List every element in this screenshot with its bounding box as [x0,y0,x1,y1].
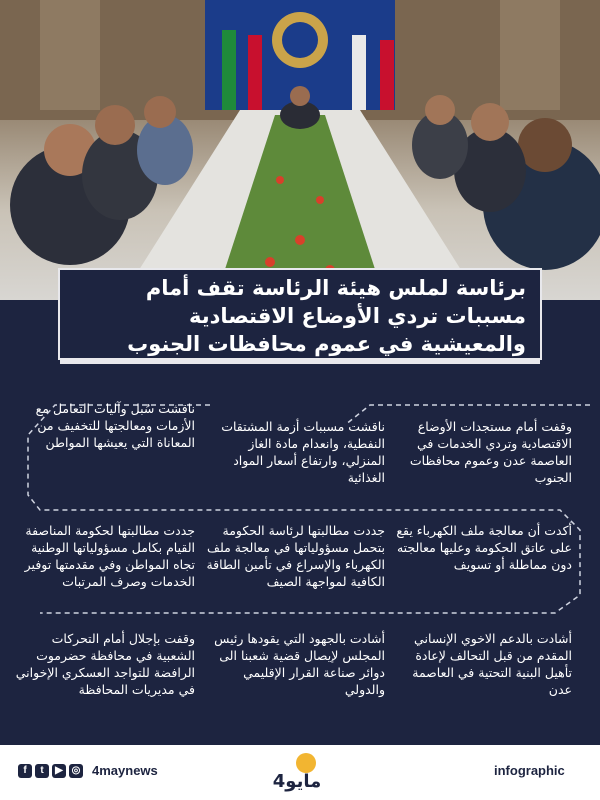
item-r3c1: أشادت بالدعم الاخوي الإنساني المقدم من قبل التحالف لإعادة تأهيل البنية التحتية في العاصمة عدن [412,631,572,697]
item-r1c3: ناقشت سُبل وآليات التعامل مع الأزمات ومعالجتها للتخفيف من المعاناة التي يعيشها المواطن [35,401,195,450]
youtube-icon[interactable]: ▶ [52,764,66,778]
item-r2c3: جددت مطالبتها لحكومة المناصفة القيام بكامل مسؤولياتها الوطنية تجاه المواطن وفي مقدمتها توفير الخدمات وصرف المرتبات [24,523,195,589]
item-r3c2: أشادت بالجهود التي يقودها رئيس المجلس لإيصال قضية شعبنا الى دوائر صناعة القرار الإقليمي والدولي [214,631,385,697]
headline-text [66,274,526,358]
infographic-label: infographic [494,763,565,778]
item-r1c1: وقفت أمام مستجدات الأوضاع الاقتصادية وتردي الخدمات في العاصمة عدن وعموم محافظات الجنوب [409,419,572,485]
item-r2c2: جددت مطالبتها لرئاسة الحكومة بتحمل مسؤولياتها في معالجة ملف الكهرباء والإسراع في تأمين الطاقة الكافية لمواجهة الصيف [206,523,385,589]
headline-line-1: برئاسة لملس هيئة الرئاسة تقف أمام [145,276,526,300]
meeting-photo [0,0,600,300]
brand-logo-text: 4مايو [272,771,322,792]
social-handle[interactable]: 4maynews [92,763,158,778]
footer-bar [0,745,600,800]
facebook-icon[interactable]: f [18,764,32,778]
headline-line-2: مسببات تردي الأوضاع الاقتصادية [189,304,526,328]
headline-underline [60,358,540,364]
meeting-illustration [0,0,600,300]
headline-box [58,268,542,360]
instagram-icon[interactable]: ◎ [69,764,83,778]
headline-line-3: والمعيشية في عموم محافظات الجنوب [127,332,526,356]
item-r3c3: وقفت بإجلال أمام التحركات الشعبية في محافظة حضرموت الرافضة للتواجد العسكري الإخواني في مديريات المحافظة [15,631,195,697]
brand-logo [262,751,332,793]
twitter-icon[interactable]: t [35,764,49,778]
item-r1c2: ناقشت مسببات أزمة المشتقات النفطية، وانعدام مادة الغاز المنزلي، وارتفاع أسعار المواد الغذائية [221,419,385,485]
item-r2c1: أكدت أن معالجة ملف الكهرباء يقع على عاتق الحكومة وعليها معالجته دون مماطلة أو تسويف [396,523,572,572]
